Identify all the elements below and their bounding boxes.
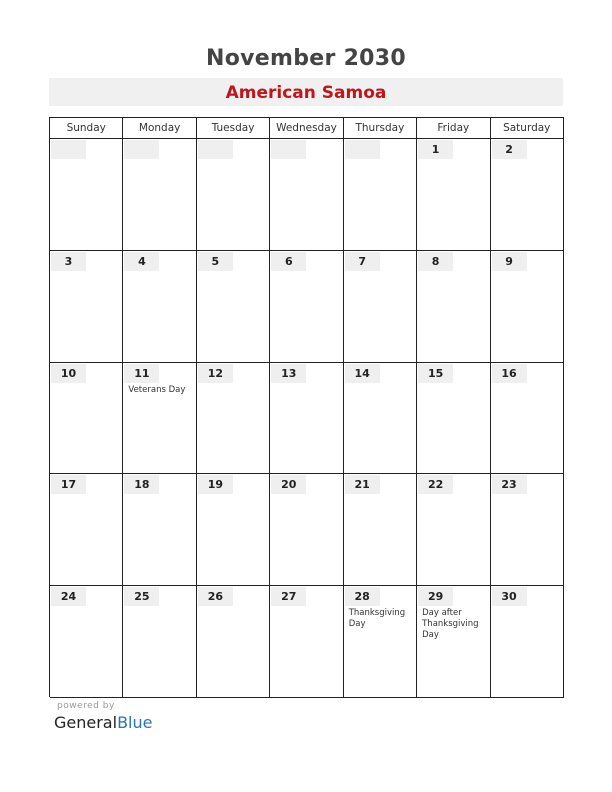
day-number: 16	[501, 366, 517, 380]
day-cell[interactable]	[417, 474, 490, 586]
day-number: 11	[134, 366, 150, 380]
day-cell[interactable]	[197, 251, 270, 363]
day-cell[interactable]	[417, 586, 490, 698]
day-cell[interactable]	[270, 251, 343, 363]
holiday-label: Veterans Day	[128, 384, 186, 395]
page-title: November 2030	[205, 46, 407, 71]
holiday-label: Thanksgiving Day	[348, 608, 406, 630]
day-cell[interactable]	[491, 586, 564, 698]
day-number-tag	[198, 140, 233, 159]
day-number: 22	[427, 478, 444, 492]
day-cell[interactable]	[270, 363, 343, 475]
weekday-header: Friday	[417, 118, 490, 139]
day-cell[interactable]	[417, 251, 490, 363]
day-cell[interactable]	[491, 251, 564, 363]
day-cell[interactable]	[344, 586, 417, 698]
day-number: 25	[134, 590, 150, 604]
day-number: 19	[207, 478, 223, 492]
day-number: 12	[207, 366, 223, 380]
powered-by-label: powered by	[57, 701, 115, 711]
weekday-header: Sunday	[50, 118, 123, 139]
day-number: 9	[505, 254, 513, 268]
day-cell[interactable]	[123, 251, 196, 363]
day-cell[interactable]	[197, 139, 270, 251]
day-cell[interactable]	[344, 474, 417, 586]
day-number-tag	[271, 140, 306, 159]
weekday-header: Saturday	[491, 118, 564, 139]
day-number: 4	[138, 254, 146, 268]
day-number: 15	[427, 366, 444, 380]
day-cell[interactable]	[197, 363, 270, 475]
calendar-grid	[49, 117, 564, 697]
day-number: 6	[284, 254, 293, 268]
day-number: 2	[505, 143, 513, 156]
day-cell[interactable]	[123, 474, 196, 586]
day-cell[interactable]	[50, 139, 123, 251]
day-number: 21	[354, 478, 370, 492]
day-number: 7	[358, 254, 367, 268]
day-number: 1	[431, 143, 440, 156]
day-cell[interactable]	[50, 363, 123, 475]
day-cell[interactable]	[270, 139, 343, 251]
day-cell[interactable]	[491, 139, 564, 251]
day-number: 14	[354, 366, 370, 380]
day-cell[interactable]	[123, 363, 196, 475]
week-row	[50, 474, 564, 586]
day-cell[interactable]	[417, 363, 490, 475]
day-number: 23	[501, 478, 517, 492]
day-number: 28	[354, 590, 370, 604]
day-number: 26	[207, 590, 223, 604]
holiday-label: Day after Thanksgiving Day	[422, 608, 479, 641]
day-cell[interactable]	[491, 363, 564, 475]
weeks-container	[50, 139, 564, 698]
day-cell[interactable]	[270, 474, 343, 586]
day-number: 10	[60, 366, 77, 380]
day-number: 20	[281, 478, 297, 492]
weekday-header: Thursday	[344, 118, 417, 139]
day-number: 5	[211, 254, 220, 268]
brand-name-part1: General	[54, 713, 118, 732]
weekday-header: Monday	[123, 118, 196, 139]
day-cell[interactable]	[417, 139, 490, 251]
day-number: 29	[427, 590, 444, 604]
day-cell[interactable]	[123, 139, 196, 251]
day-number: 13	[281, 366, 297, 380]
day-cell[interactable]	[344, 139, 417, 251]
day-number: 30	[501, 590, 517, 604]
day-number: 24	[60, 590, 77, 604]
day-cell[interactable]	[123, 586, 196, 698]
week-row	[50, 251, 564, 363]
brand-name-part2: Blue	[117, 713, 153, 732]
day-cell[interactable]	[197, 474, 270, 586]
day-cell[interactable]	[50, 474, 123, 586]
weekday-header: Tuesday	[197, 118, 270, 139]
day-cell[interactable]	[197, 586, 270, 698]
weekday-header: Wednesday	[270, 118, 343, 139]
day-number: 18	[134, 478, 150, 492]
weekday-header-row	[50, 118, 564, 139]
day-number-tag	[124, 140, 159, 159]
brand-logo[interactable]	[54, 713, 152, 732]
week-row	[50, 139, 564, 251]
day-cell[interactable]	[50, 251, 123, 363]
week-row	[50, 586, 564, 698]
day-cell[interactable]	[344, 251, 417, 363]
day-number: 17	[60, 478, 77, 492]
day-number: 3	[64, 254, 73, 268]
day-number: 27	[281, 590, 297, 604]
week-row	[50, 363, 564, 475]
day-number-tag	[51, 140, 86, 159]
day-cell[interactable]	[270, 586, 343, 698]
day-cell[interactable]	[50, 586, 123, 698]
region-label: American Samoa	[225, 83, 387, 103]
day-cell[interactable]	[491, 474, 564, 586]
day-number-tag	[345, 140, 380, 159]
day-cell[interactable]	[344, 363, 417, 475]
day-number: 8	[431, 254, 440, 268]
